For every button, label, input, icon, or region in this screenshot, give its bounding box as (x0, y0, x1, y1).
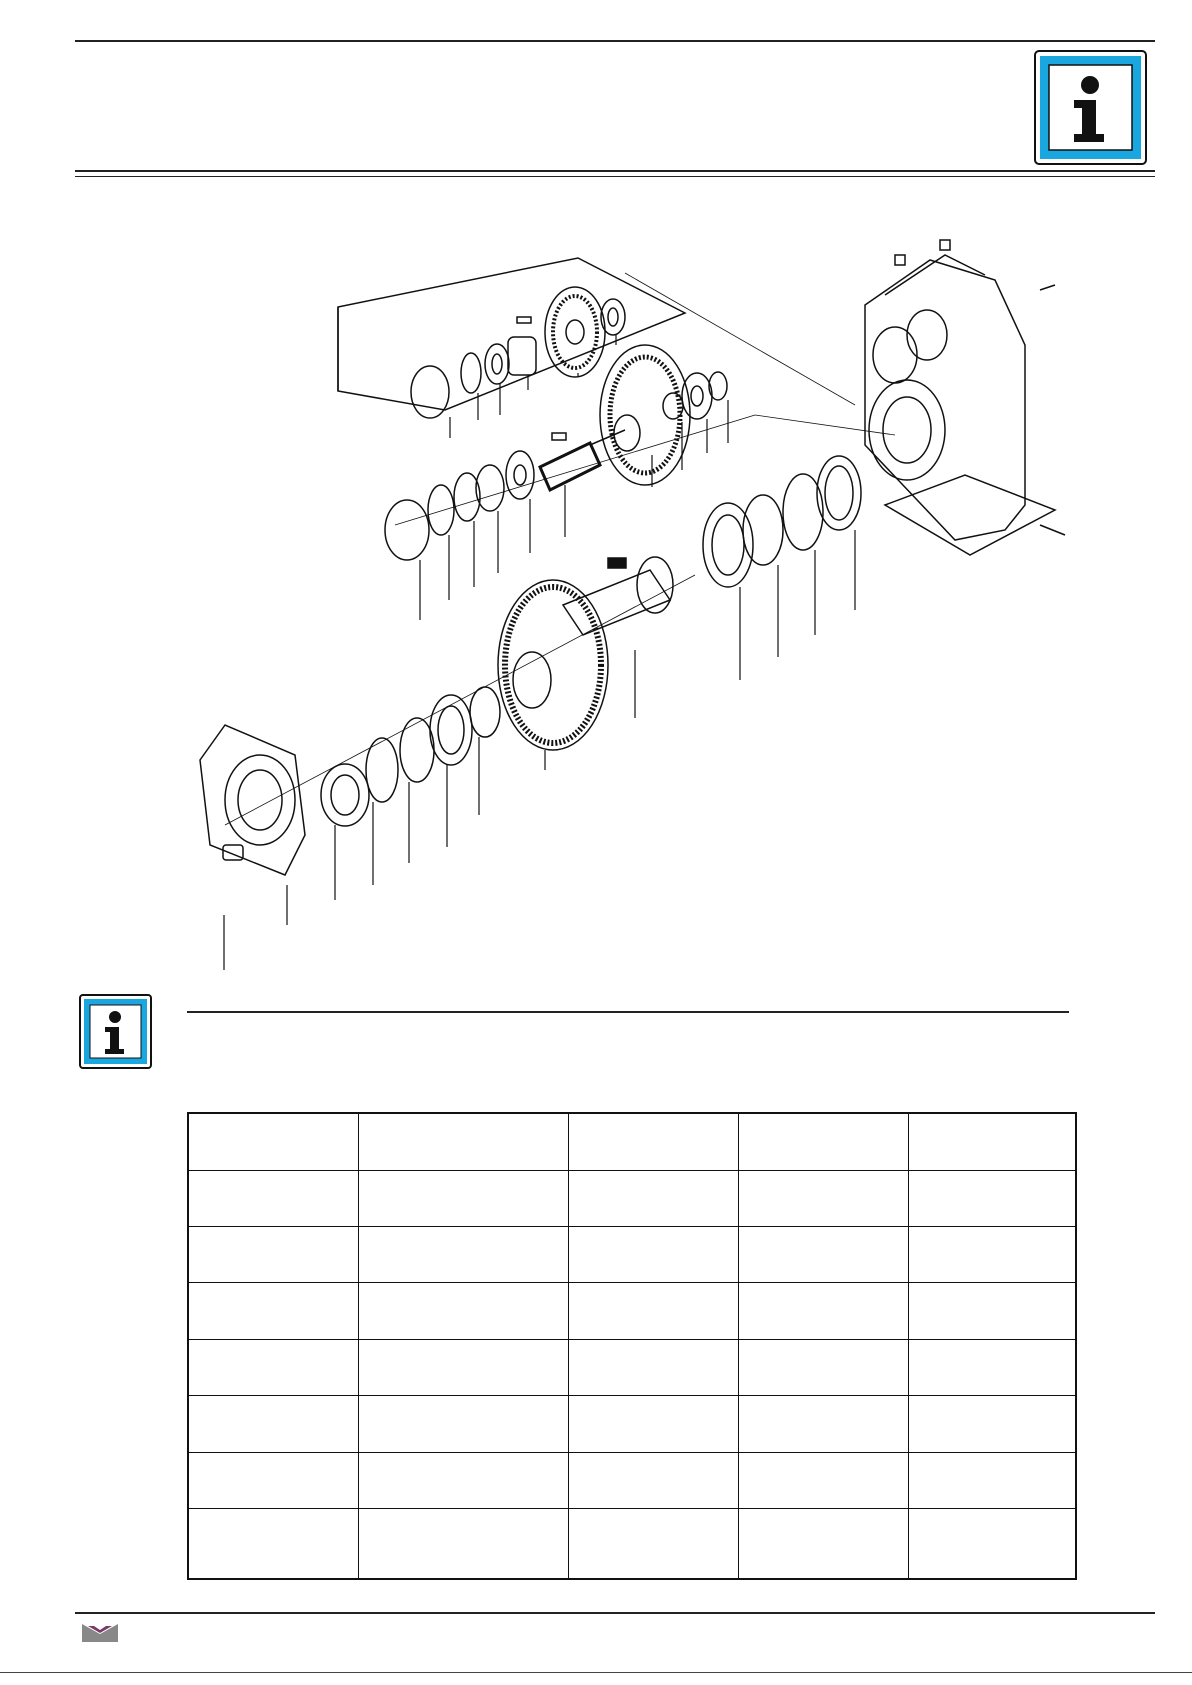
table-cell (908, 1509, 1076, 1579)
table-cell (188, 1282, 358, 1339)
table-cell (188, 1453, 358, 1509)
table-cell (568, 1170, 738, 1226)
info-icon (79, 994, 152, 1069)
table-cell (908, 1170, 1076, 1226)
table-cell (738, 1339, 908, 1395)
exploded-gearbox-drawing (195, 225, 1095, 970)
table-cell (738, 1396, 908, 1453)
table-cell (738, 1226, 908, 1282)
output-shaft-assembly (321, 456, 861, 826)
pinion-shaft-assembly (411, 287, 625, 418)
table-cell (738, 1282, 908, 1339)
table-cell (358, 1170, 568, 1226)
table-cell (188, 1170, 358, 1226)
table-cell (738, 1509, 908, 1579)
header-top-rule (75, 40, 1155, 42)
company-logo (80, 1620, 120, 1644)
table-row (188, 1226, 1076, 1282)
table-cell (188, 1113, 358, 1170)
output-flange (200, 725, 305, 875)
gearbox-housing (865, 240, 1065, 555)
table-cell (358, 1453, 568, 1509)
table-cell (568, 1282, 738, 1339)
footer-rule (75, 1612, 1155, 1614)
table-cell (908, 1113, 1076, 1170)
table-cell (568, 1339, 738, 1395)
intermediate-shaft-assembly (385, 345, 727, 560)
inset-frame (338, 258, 685, 410)
table-cell (568, 1226, 738, 1282)
table-row (188, 1396, 1076, 1453)
table-cell (358, 1226, 568, 1282)
table-row (188, 1453, 1076, 1509)
table-cell (568, 1396, 738, 1453)
table-row (188, 1282, 1076, 1339)
leader-lines (224, 273, 895, 970)
table-cell (738, 1170, 908, 1226)
table-row (188, 1170, 1076, 1226)
parts-table (187, 1112, 1077, 1580)
header-rule-thin (75, 176, 1155, 177)
table-cell (908, 1339, 1076, 1395)
table-cell (738, 1113, 908, 1170)
table-row (188, 1339, 1076, 1395)
table-cell (188, 1226, 358, 1282)
page-bottom-rule (0, 1672, 1192, 1673)
table-cell (188, 1509, 358, 1579)
table-cell (358, 1396, 568, 1453)
table-cell (358, 1509, 568, 1579)
table-cell (738, 1453, 908, 1509)
table-cell (908, 1282, 1076, 1339)
table-cell (568, 1113, 738, 1170)
table-cell (568, 1453, 738, 1509)
header-rule (75, 170, 1155, 172)
table-cell (908, 1226, 1076, 1282)
table-cell (908, 1396, 1076, 1453)
table-cell (358, 1339, 568, 1395)
info-icon (1034, 50, 1147, 165)
table-row (188, 1509, 1076, 1579)
note-rule (187, 1011, 1069, 1013)
table-cell (908, 1453, 1076, 1509)
table-cell (188, 1396, 358, 1453)
table-cell (188, 1339, 358, 1395)
table-row (188, 1113, 1076, 1170)
table-cell (358, 1113, 568, 1170)
table-cell (358, 1282, 568, 1339)
table-cell (568, 1509, 738, 1579)
